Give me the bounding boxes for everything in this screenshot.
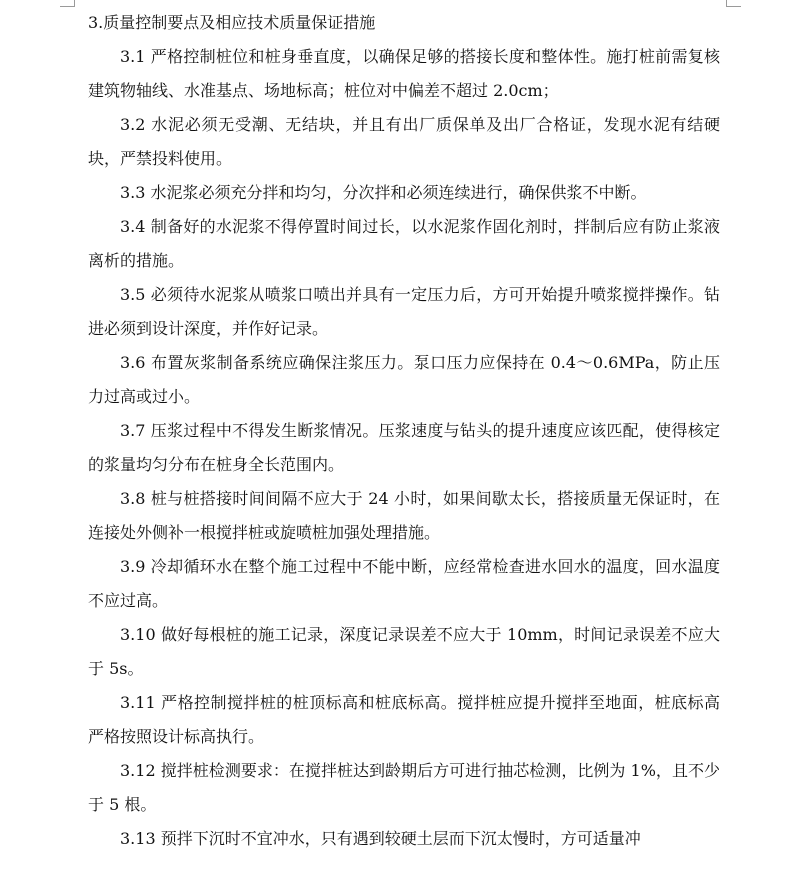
paragraph-3-8: 3.8 桩与桩搭接时间间隔不应大于 24 小时，如果间歇太长，搭接质量无保证时，在连接处外侧补一根搅拌桩或旋喷桩加强处理措施。 — [88, 489, 720, 542]
paragraph-3-3: 3.3 水泥浆必须充分拌和均匀，分次拌和必须连续进行，确保供浆不中断。 — [120, 183, 647, 202]
paragraph-3-2: 3.2 水泥必须无受潮、无结块，并且有出厂质保单及出厂合格证，发现水泥有结硬块，严禁投料使用。 — [88, 115, 720, 168]
paragraph-3-6: 3.6 布置灰浆制备系统应确保注浆压力。泵口压力应保持在 0.4～0.6MPa，防止压力过高或过小。 — [88, 353, 720, 406]
document-page — [88, 6, 720, 856]
paragraph-3-13: 3.13 预拌下沉时不宜冲水，只有遇到较硬土层而下沉太慢时，方可适量冲 — [120, 829, 641, 848]
paragraph-3-9: 3.9 冷却循环水在整个施工过程中不能中断，应经常检查进水回水的温度，回水温度不应过高。 — [88, 557, 720, 610]
paragraph-3-10: 3.10 做好每根桩的施工记录，深度记录误差不应大于 10mm，时间记录误差不应大于 5s。 — [88, 625, 720, 678]
paragraph-3-1: 3.1 严格控制桩位和桩身垂直度，以确保足够的搭接长度和整体性。施打桩前需复核建筑物轴线、水准基点、场地标高；桩位对中偏差不超过 2.0cm； — [88, 47, 720, 100]
page-corner-mark-right — [726, 0, 741, 7]
paragraph-3-7: 3.7 压浆过程中不得发生断浆情况。压浆速度与钻头的提升速度应该匹配，使得核定的浆量均匀分布在桩身全长范围内。 — [88, 421, 720, 474]
paragraph-3-4: 3.4 制备好的水泥浆不得停置时间过长，以水泥浆作固化剂时，拌制后应有防止浆液离析的措施。 — [88, 217, 720, 270]
section-heading: 3.质量控制要点及相应技术质量保证措施 — [88, 13, 376, 32]
page-corner-mark-left — [60, 0, 75, 7]
paragraph-3-11: 3.11 严格控制搅拌桩的桩顶标高和桩底标高。搅拌桩应提升搅拌至地面，桩底标高严格按照设计标高执行。 — [88, 693, 720, 746]
paragraph-3-12: 3.12 搅拌桩检测要求：在搅拌桩达到龄期后方可进行抽芯检测，比例为 1%，且不少于 5 根。 — [88, 761, 720, 814]
paragraph-3-5: 3.5 必须待水泥浆从喷浆口喷出并具有一定压力后，方可开始提升喷浆搅拌操作。钻进必须到设计深度，并作好记录。 — [88, 285, 720, 338]
